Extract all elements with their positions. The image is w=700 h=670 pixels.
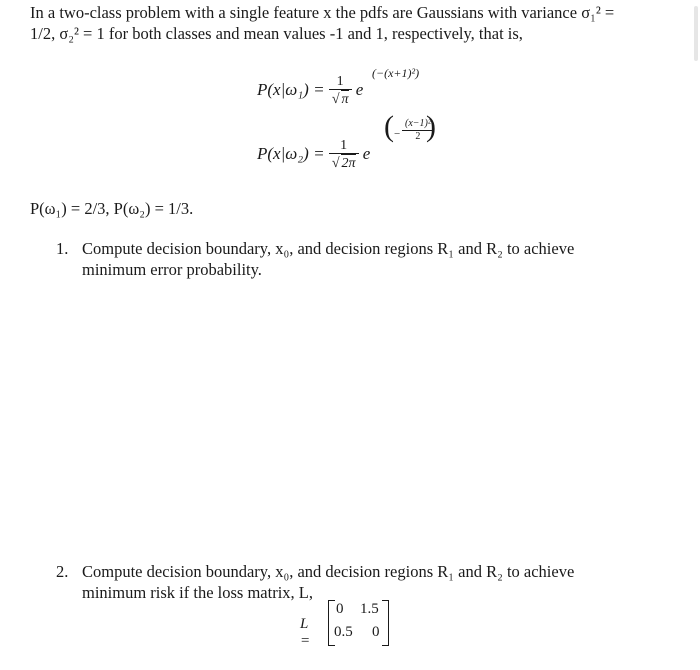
eq2-fraction: $\frac{1}{√ 2\pi}$ <box>329 138 359 172</box>
eq2-denominator: 2π <box>341 156 356 171</box>
loss-matrix-label: L = <box>300 616 311 649</box>
question-2-number: 2. <box>56 562 69 581</box>
scrollbar[interactable] <box>694 6 698 61</box>
eq2-exponent-numerator: (x−1)² <box>402 118 434 131</box>
right-bracket <box>382 600 389 646</box>
question-2-line-2: minimum risk if the loss matrix, L, <box>82 583 313 602</box>
eq1-numerator: 1 <box>329 74 352 90</box>
pdf-equation-1 <box>257 74 363 108</box>
eq2-lhs: P(x|ω₂) = <box>257 143 325 163</box>
eq1-fraction: $\frac{1}{√ \pi}$ <box>329 74 352 108</box>
eq1-lhs: P(x|ω₁) = <box>257 79 325 99</box>
matrix-cell-1-0: 0.5 <box>334 624 353 640</box>
problem-intro <box>30 2 690 44</box>
pdf-equation-2 <box>257 138 370 172</box>
question-1-line-1: Compute decision boundary, x₀, and decision regions R₁ and R₂ to achieve <box>82 239 575 258</box>
eq2-exponent-denominator: 2 <box>415 131 421 142</box>
question-1-line-2: minimum error probability. <box>82 260 262 279</box>
question-2-line-1: Compute decision boundary, x₀, and decision regions R₁ and R₂ to achieve <box>82 562 575 581</box>
intro-line-1: In a two-class problem with a single feature x the pdfs are Gaussians with variance σ₁² = <box>30 3 615 22</box>
eq1-exponent: (−(x+1)²) <box>372 66 420 80</box>
prior-probabilities: P(ω₁) = 2/3, P(ω₂) = 1/3. <box>30 199 194 218</box>
eq1-denominator: π <box>341 92 349 107</box>
intro-line-2: 1/2, σ₂² = 1 for both classes and mean values -1 and 1, respectively, that is, <box>30 24 523 43</box>
matrix-cell-0-0: 0 <box>336 601 344 617</box>
eq2-base: e <box>362 143 371 163</box>
matrix-cell-0-1: 1.5 <box>360 601 379 617</box>
question-1-number: 1. <box>56 239 69 258</box>
matrix-cell-1-1: 0 <box>372 624 380 640</box>
eq1-base: e <box>355 79 364 99</box>
eq2-numerator: 1 <box>329 138 359 154</box>
